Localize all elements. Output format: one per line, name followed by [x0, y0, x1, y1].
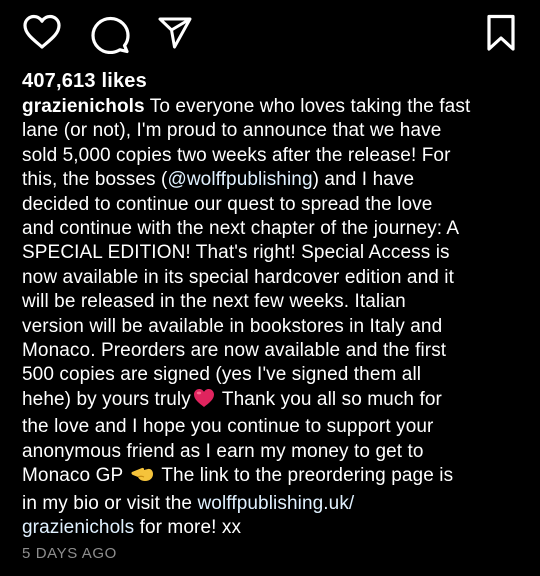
caption-line: 500 copies are signed (yes I've signed them all	[22, 364, 422, 386]
mention-link[interactable]: @wolffpublishing	[167, 169, 313, 191]
paper-plane-icon[interactable]	[157, 16, 193, 55]
caption-line: version will be available in bookstores in Italy and	[22, 315, 443, 337]
website-link-continued[interactable]: grazienichols	[22, 516, 135, 538]
caption-line: hehe) by yours truly Thank you all so much for	[22, 388, 520, 415]
pinching-hand-emoji	[130, 464, 154, 491]
bookmark-icon[interactable]	[484, 14, 518, 57]
caption-line: the love and I hope you continue to support your	[22, 416, 434, 438]
post-timestamp: 5 DAYS AGO	[22, 545, 117, 562]
caption-line: sold 5,000 copies two weeks after the release! For	[22, 144, 451, 166]
red-heart-emoji	[193, 388, 215, 415]
caption-line: Monaco GP The link to the preordering page is	[22, 464, 520, 491]
website-link[interactable]: wolffpublishing.uk/	[197, 492, 355, 514]
post-action-bar	[0, 10, 540, 60]
caption-line: lane (or not), I'm proud to announce that we have	[22, 120, 442, 142]
caption-line: grazienichols To everyone who loves taking the fast	[22, 96, 471, 117]
caption-line: will be released in the next few weeks. Italian	[22, 291, 406, 313]
caption-line: now available in its special hardcover edition and it	[22, 266, 454, 288]
caption-line: in my bio or visit the wolffpublishing.uk/	[22, 492, 355, 514]
like-count[interactable]: 407,613 likes	[22, 70, 147, 92]
caption-username[interactable]: grazienichols	[22, 96, 145, 117]
caption-line: Monaco. Preorders are now available and the first	[22, 340, 447, 362]
caption-line: this, the bosses (@wolffpublishing) and I have	[22, 169, 415, 191]
caption-line: and continue with the next chapter of the journey: A	[22, 218, 460, 240]
heart-icon[interactable]	[22, 14, 62, 55]
comment-icon[interactable]	[90, 16, 130, 59]
caption-line: grazienichols for more! xx	[22, 516, 242, 538]
caption-line: anonymous friend as I earn my money to get to	[22, 440, 424, 462]
caption-line: decided to continue our quest to spread the love	[22, 193, 433, 215]
caption-line: SPECIAL EDITION! That's right! Special Access is	[22, 242, 450, 264]
post-caption	[22, 95, 520, 540]
